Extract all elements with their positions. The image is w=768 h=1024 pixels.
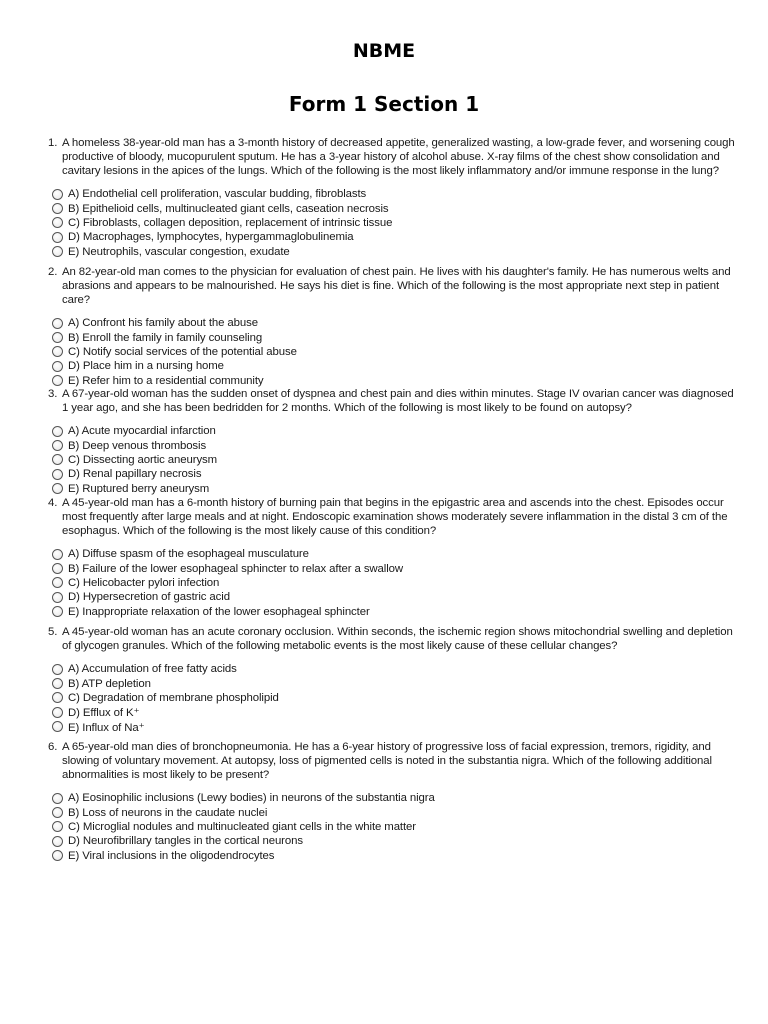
document-title: NBME: [352, 40, 416, 62]
answer-option-d[interactable]: [52, 230, 738, 244]
question-number: 5.: [48, 626, 58, 638]
option-label: E) Inappropriate relaxation of the lower esophageal sphincter: [68, 605, 370, 618]
answer-option-b[interactable]: [52, 805, 738, 819]
answer-option-c[interactable]: [52, 345, 738, 359]
radio-button[interactable]: [52, 850, 63, 861]
question-text: A homeless 38-year-old man has a 3-month history of decreased appetite, generalized wasting, a low-grade fever, and worsening cough productive of bloody, mucopurulent sputum. He has a 3-year history of alcohol abuse. X-ray films of the chest show consolidation and cavitary lesions in the apices of the lungs. Which of the following is the most likely inflammatory and/or immune response in the lung?: [62, 137, 735, 177]
radio-button[interactable]: [52, 807, 63, 818]
answer-option-b[interactable]: [52, 201, 738, 215]
option-label: A) Eosinophilic inclusions (Lewy bodies) in neurons of the substantia nigra: [68, 792, 435, 805]
question-number: 4.: [48, 497, 58, 509]
answer-option-c[interactable]: [52, 453, 738, 467]
radio-button[interactable]: [52, 692, 63, 703]
answer-options: [48, 316, 738, 388]
question-6: [48, 740, 738, 863]
answer-option-b[interactable]: [52, 438, 738, 452]
option-label: E) Influx of Na⁺: [68, 721, 145, 734]
answer-option-e[interactable]: [52, 849, 738, 863]
question-1: [48, 136, 738, 259]
question-text: A 45-year-old man has a 6-month history of burning pain that begins in the epigastric area and ascends into the chest. Episodes occur most frequently after large meals and at night. Endoscopic examination shows moderately severe inflammation in the distal 3 cm of the esophagus. Which of the following is the most likely cause of this condition?: [62, 497, 728, 537]
question-3: [48, 387, 738, 496]
option-label: C) Degradation of membrane phospholipid: [68, 691, 279, 704]
answer-option-b[interactable]: [52, 330, 738, 344]
radio-button[interactable]: [52, 721, 63, 732]
answer-option-a[interactable]: [52, 791, 738, 805]
question-stem: [48, 496, 738, 538]
answer-options: [48, 547, 738, 619]
radio-button[interactable]: [52, 483, 63, 494]
option-label: D) Renal papillary necrosis: [68, 468, 202, 481]
option-label: A) Endothelial cell proliferation, vascular budding, fibroblasts: [68, 188, 367, 201]
option-label: A) Confront his family about the abuse: [68, 317, 258, 330]
radio-button[interactable]: [52, 707, 63, 718]
option-label: E) Neutrophils, vascular congestion, exudate: [68, 245, 290, 258]
radio-button[interactable]: [52, 678, 63, 689]
answer-option-c[interactable]: [52, 691, 738, 705]
radio-button[interactable]: [52, 592, 63, 603]
option-label: A) Diffuse spasm of the esophageal musculature: [68, 548, 309, 561]
question-stem: [48, 265, 738, 307]
radio-button[interactable]: [52, 563, 63, 574]
question-stem: [48, 740, 738, 782]
answer-option-e[interactable]: [52, 482, 738, 496]
radio-button[interactable]: [52, 549, 63, 560]
question-text: A 67-year-old woman has the sudden onset of dyspnea and chest pain and dies within minutes. Stage IV ovarian cancer was diagnosed 1 year ago, and she has been bedridden for 2 months. Which of the following is most likely to be found on autopsy?: [62, 388, 734, 414]
answer-options: [48, 662, 738, 734]
option-label: B) Deep venous thrombosis: [68, 439, 207, 452]
option-label: B) Loss of neurons in the caudate nuclei: [68, 806, 268, 819]
option-label: D) Efflux of K⁺: [68, 707, 140, 720]
answer-option-a[interactable]: [52, 187, 738, 201]
option-label: C) Fibroblasts, collagen deposition, replacement of intrinsic tissue: [68, 216, 393, 229]
answer-option-c[interactable]: [52, 216, 738, 230]
radio-button[interactable]: [52, 232, 63, 243]
question-stem: [48, 387, 738, 415]
option-label: B) Epithelioid cells, multinucleated giant cells, caseation necrosis: [68, 202, 389, 215]
answer-options: [48, 424, 738, 496]
answer-option-e[interactable]: [52, 605, 738, 619]
option-label: D) Place him in a nursing home: [68, 360, 224, 373]
question-number: 6.: [48, 741, 58, 753]
answer-option-c[interactable]: [52, 576, 738, 590]
radio-button[interactable]: [52, 203, 63, 214]
question-number: 2.: [48, 266, 58, 278]
option-label: D) Macrophages, lymphocytes, hypergammaglobulinemia: [68, 231, 354, 244]
answer-option-c[interactable]: [52, 820, 738, 834]
option-label: E) Refer him to a residential community: [68, 374, 264, 387]
question-stem: [48, 625, 738, 653]
option-label: C) Dissecting aortic aneurysm: [68, 453, 218, 466]
radio-button[interactable]: [52, 426, 63, 437]
answer-option-a[interactable]: [52, 662, 738, 676]
answer-option-b[interactable]: [52, 561, 738, 575]
option-label: C) Microglial nodules and multinucleated giant cells in the white matter: [68, 820, 416, 833]
question-4: [48, 496, 738, 619]
answer-option-e[interactable]: [52, 720, 738, 734]
answer-option-d[interactable]: [52, 359, 738, 373]
radio-button[interactable]: [52, 793, 63, 804]
question-text: A 45-year-old woman has an acute coronary occlusion. Within seconds, the ischemic region shows mitochondrial swelling and depletion of glycogen granules. Which of the following metabolic events is the most likely cause of these cellular changes?: [62, 626, 733, 652]
answer-option-a[interactable]: [52, 547, 738, 561]
option-label: A) Acute myocardial infarction: [68, 425, 216, 438]
radio-button[interactable]: [52, 454, 63, 465]
answer-option-a[interactable]: [52, 424, 738, 438]
option-label: E) Viral inclusions in the oligodendrocytes: [68, 849, 275, 862]
radio-button[interactable]: [52, 332, 63, 343]
option-label: D) Hypersecretion of gastric acid: [68, 591, 230, 604]
radio-button[interactable]: [52, 346, 63, 357]
radio-button[interactable]: [52, 318, 63, 329]
radio-button[interactable]: [52, 469, 63, 480]
question-number: 3.: [48, 388, 58, 400]
radio-button[interactable]: [52, 606, 63, 617]
radio-button[interactable]: [52, 821, 63, 832]
answer-option-d[interactable]: [52, 834, 738, 848]
answer-option-d[interactable]: [52, 467, 738, 481]
answer-option-b[interactable]: [52, 676, 738, 690]
answer-option-e[interactable]: [52, 374, 738, 388]
question-text: A 65-year-old man dies of bronchopneumonia. He has a 6-year history of progressive loss of facial expression, tremors, rigidity, and slowing of voluntary movement. At autopsy, loss of pigmented cells is noted in the substantia nigra. Which of the following additional abnormalities is most likely to be present?: [62, 741, 712, 781]
radio-button[interactable]: [52, 577, 63, 588]
option-label: E) Ruptured berry aneurysm: [68, 482, 210, 495]
radio-button[interactable]: [52, 246, 63, 257]
question-2: [48, 265, 738, 388]
answer-option-e[interactable]: [52, 245, 738, 259]
question-stem: [48, 136, 738, 178]
question-5: [48, 625, 738, 734]
radio-button[interactable]: [52, 440, 63, 451]
option-label: B) Enroll the family in family counseling: [68, 331, 263, 344]
radio-button[interactable]: [52, 375, 63, 386]
answer-option-a[interactable]: [52, 316, 738, 330]
radio-button[interactable]: [52, 217, 63, 228]
option-label: B) Failure of the lower esophageal sphincter to relax after a swallow: [68, 562, 403, 575]
answer-options: [48, 791, 738, 863]
document-subtitle: Form 1 Section 1: [288, 92, 480, 116]
option-label: B) ATP depletion: [68, 677, 151, 690]
radio-button[interactable]: [52, 361, 63, 372]
radio-button[interactable]: [52, 189, 63, 200]
question-text: An 82-year-old man comes to the physician for evaluation of chest pain. He lives with his daughter's family. He has numerous welts and abrasions and appears to be malnourished. He says his diet is fine. Which of the following is the most appropriate next step in patient care?: [62, 266, 731, 306]
option-label: C) Helicobacter pylori infection: [68, 576, 220, 589]
answer-option-d[interactable]: [52, 590, 738, 604]
radio-button[interactable]: [52, 836, 63, 847]
option-label: A) Accumulation of free fatty acids: [68, 663, 237, 676]
radio-button[interactable]: [52, 664, 63, 675]
answer-options: [48, 187, 738, 259]
option-label: D) Neurofibrillary tangles in the cortical neurons: [68, 835, 303, 848]
answer-option-d[interactable]: [52, 705, 738, 719]
question-number: 1.: [48, 137, 58, 149]
option-label: C) Notify social services of the potential abuse: [68, 345, 297, 358]
